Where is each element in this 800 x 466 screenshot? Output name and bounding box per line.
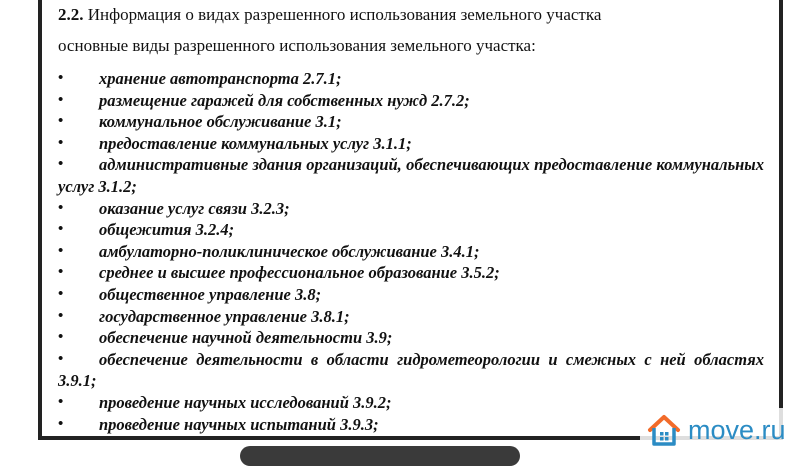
list-item-text: среднее и высшее профессиональное образование 3.5.2; <box>99 263 500 283</box>
watermark-logo <box>640 408 792 452</box>
bullet-icon: • <box>58 329 64 346</box>
list-item-text: размещение гаражей для собственных нужд 2.7.2; <box>99 90 470 110</box>
section-number: 2.2. <box>58 5 84 24</box>
document-body <box>58 4 764 435</box>
bullet-icon: • <box>58 156 64 173</box>
bullet-icon: • <box>58 221 64 238</box>
permitted-use-list <box>58 68 764 435</box>
list-item-text: проведение научных исследований 3.9.2; <box>99 392 392 412</box>
list-item <box>58 327 764 349</box>
bullet-icon: • <box>58 199 64 216</box>
list-item <box>58 198 764 220</box>
bullet-icon: • <box>58 91 64 108</box>
bullet-icon: • <box>58 70 64 86</box>
list-item-text: обеспечение деятельности в области гидрометеорологии и смежных с ней областях 3.9.1; <box>58 349 764 391</box>
list-item <box>58 262 764 284</box>
list-item <box>58 68 764 90</box>
bullet-icon: • <box>58 264 64 281</box>
bullet-icon: • <box>58 113 64 130</box>
list-item-text: административные здания организаций, обеспечивающих предоставление коммунальных услуг 3.1.2; <box>58 155 764 196</box>
list-item <box>58 219 764 241</box>
list-item <box>58 133 764 155</box>
list-item <box>58 284 764 306</box>
list-item <box>58 306 764 328</box>
list-item <box>58 111 764 133</box>
list-item-text: амбулаторно-поликлиническое обслуживание 3.4.1; <box>99 241 480 261</box>
bullet-icon: • <box>58 415 64 432</box>
document-frame-right <box>779 0 783 440</box>
list-item-text: государственное управление 3.8.1; <box>99 306 350 326</box>
bullet-icon: • <box>58 242 64 259</box>
list-item-text: коммунальное обслуживание 3.1; <box>99 112 342 132</box>
list-item <box>58 241 764 263</box>
list-item-text: общежития 3.2.4; <box>99 220 235 240</box>
list-item-text: общественное управление 3.8; <box>99 284 322 304</box>
bullet-icon: • <box>58 285 64 302</box>
list-item-text: хранение автотранспорта 2.7.1; <box>99 69 342 88</box>
list-item <box>58 349 764 392</box>
bullet-icon: • <box>58 307 64 324</box>
bullet-icon: • <box>58 350 64 367</box>
list-item-text: оказание услуг связи 3.2.3; <box>99 198 290 218</box>
list-item <box>58 90 764 112</box>
bullet-icon: • <box>58 134 64 151</box>
section-heading <box>58 4 764 26</box>
list-item-text: предоставление коммунальных услуг 3.1.1; <box>99 133 412 153</box>
section-subtitle: основные виды разрешенного использования земельного участка: <box>58 36 536 55</box>
list-item-text: обеспечение научной деятельности 3.9; <box>99 328 393 348</box>
bullet-icon: • <box>58 393 64 410</box>
list-item <box>58 154 764 197</box>
watermark-text: move.ru <box>688 414 786 445</box>
house-icon <box>646 412 682 448</box>
scroll-handle[interactable] <box>240 446 520 466</box>
document-frame-left <box>38 0 42 440</box>
section-title: Информация о видах разрешенного использования земельного участка <box>87 5 602 24</box>
list-item-text: проведение научных испытаний 3.9.3; <box>99 414 379 434</box>
